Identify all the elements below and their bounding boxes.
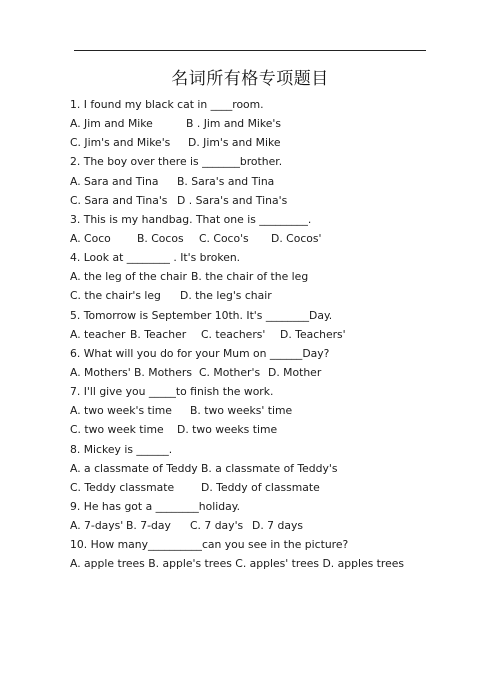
option-text: C. the chair's leg — [70, 289, 161, 303]
option-row — [70, 172, 490, 191]
option-text: D. Mother — [268, 365, 322, 379]
question-text: 2. The boy over there is _______brother. — [70, 155, 283, 169]
question-line — [70, 248, 490, 267]
option-text: D. Cocos' — [271, 231, 322, 245]
option-text: B. Cocos — [137, 231, 184, 245]
option-row — [70, 516, 490, 535]
option-row — [70, 191, 490, 210]
option-text: A. Sara and Tina — [70, 174, 159, 188]
option-text: B. Teacher — [130, 327, 187, 341]
question-list — [70, 95, 490, 574]
question-line — [70, 497, 490, 516]
option-text: C. teachers' — [201, 327, 266, 341]
question-line — [70, 535, 490, 554]
option-text: B. Mothers — [134, 365, 192, 379]
option-row — [70, 286, 490, 305]
question-text: 4. Look at ________ . It's broken. — [70, 251, 241, 265]
option-row — [70, 114, 490, 133]
question-text: 1. I found my black cat in ____room. — [70, 98, 264, 111]
question-text: 8. Mickey is ______. — [70, 442, 173, 456]
option-text: D. the leg's chair — [180, 289, 272, 303]
question-line — [70, 382, 490, 401]
option-row — [70, 229, 490, 248]
option-text: A. teacher — [70, 327, 126, 341]
option-text: B . Jim and Mike's — [186, 117, 281, 131]
option-text: A. two week's time — [70, 404, 172, 418]
option-text: B. Sara's and Tina — [177, 174, 275, 188]
option-text: A. a classmate of Teddy — [70, 461, 198, 475]
option-text: C. 7 day's — [190, 519, 244, 533]
option-text: A. Jim and Mike — [70, 117, 153, 131]
option-text: C. Mother's — [199, 365, 261, 379]
option-text: A. Mothers' — [70, 365, 131, 379]
option-text: D. Teachers' — [280, 327, 346, 341]
option-text: B. 7-day — [126, 519, 171, 533]
option-text: D. Teddy of classmate — [201, 480, 320, 494]
question-line — [70, 152, 490, 171]
question-text: 7. I'll give you _____to finish the work. — [70, 385, 274, 399]
option-text: A. the leg of the chair — [70, 270, 187, 284]
option-row — [70, 325, 490, 344]
option-row — [70, 401, 490, 420]
option-text: C. Jim's and Mike's — [70, 136, 171, 150]
option-row — [70, 363, 490, 382]
question-line — [70, 344, 490, 363]
top-rule — [74, 50, 426, 51]
option-text: B. a classmate of Teddy's — [201, 461, 338, 475]
question-text: 3. This is my handbag. That one is _________. — [70, 212, 312, 226]
option-text: D . Sara's and Tina's — [177, 193, 288, 207]
option-text: C. Coco's — [199, 231, 249, 245]
option-text: D. Jim's and Mike — [188, 136, 281, 150]
option-row — [70, 267, 490, 286]
question-text: A. apple trees B. apple's trees C. apples' trees D. apples trees — [70, 557, 404, 571]
option-row — [70, 459, 490, 478]
option-text: C. two week time — [70, 423, 164, 437]
option-text: D. 7 days — [252, 519, 303, 533]
question-text: 10. How many__________can you see in the picture? — [70, 538, 349, 552]
question-line — [70, 554, 490, 573]
option-text: D. two weeks time — [177, 423, 278, 437]
option-row — [70, 420, 490, 439]
page-title: 名词所有格专项题目 — [171, 69, 329, 89]
option-text: C. Sara and Tina's — [70, 193, 168, 207]
question-text: 6. What will you do for your Mum on ______Day? — [70, 346, 330, 360]
question-text: 9. He has got a ________holiday. — [70, 499, 241, 513]
question-line — [70, 210, 490, 229]
question-line — [70, 440, 490, 459]
question-line — [70, 95, 490, 114]
option-row — [70, 478, 490, 497]
question-line — [70, 306, 490, 325]
option-text: A. 7-days' — [70, 519, 124, 533]
option-row — [70, 133, 490, 152]
question-text: 5. Tomorrow is September 10th. It's ________Day. — [70, 308, 333, 322]
option-text: B. two weeks' time — [190, 404, 293, 418]
option-text: A. Coco — [70, 231, 111, 245]
option-text: C. Teddy classmate — [70, 480, 175, 494]
option-text: B. the chair of the leg — [191, 270, 309, 284]
